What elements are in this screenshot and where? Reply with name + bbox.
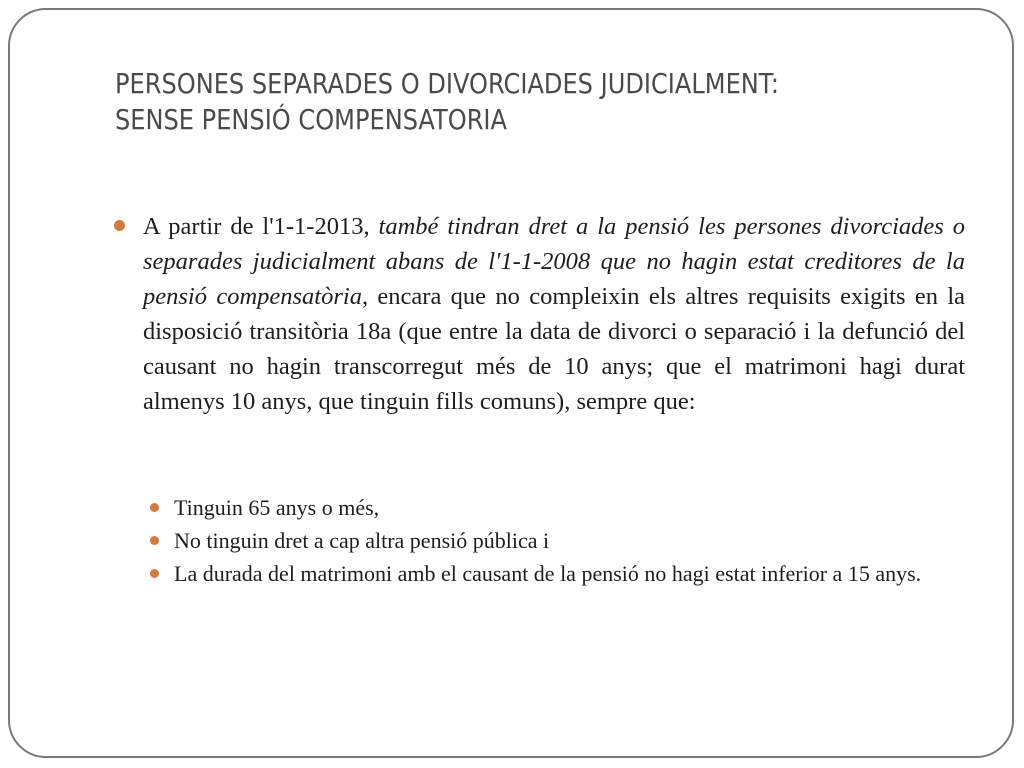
sub-bullet-list [174, 491, 974, 590]
slide-title [115, 66, 855, 138]
sub-bullet-icon [150, 569, 159, 578]
sub-bullet-item [174, 557, 964, 590]
main-bullet-text-italic: també tindran dret a la pensió les persones divorciades o separades judicialment abans de l'1-1-2008 que no hagin estat creditores de la pensió compensatòria [143, 213, 965, 310]
slide-title-line-2: SENSE PENSIÓ COMPENSATORIA [115, 103, 508, 136]
sub-bullet-icon [150, 536, 159, 545]
main-bullet-text-rest: , encara que no compleixin els altres requisits exigits en la disposició transitòria 18a (que entre la data de divorci o separació i la defunció del causant no hagin transcorregut més de 10 anys; que el matrimoni hagi durat almenys 10 anys, que tinguin fills comuns), sempre que: [143, 283, 966, 415]
sub-bullet-text: No tinguin dret a cap altra pensió pública i [174, 528, 550, 553]
main-bullet-icon [114, 220, 125, 231]
sub-bullet-item [174, 524, 974, 557]
sub-bullet-text: Tinguin 65 anys o més, [174, 495, 380, 520]
sub-bullet-text: La durada del matrimoni amb el causant de la pensió no hagi estat inferior a 15 anys. [174, 561, 922, 586]
sub-bullet-icon [150, 503, 159, 512]
slide-title-line-1: PERSONES SEPARADES O DIVORCIADES JUDICIALMENT: [115, 67, 779, 100]
sub-bullet-item [174, 491, 974, 524]
main-bullet-text-intro: A partir de l'1-1-2013, [143, 213, 379, 240]
main-bullet-text [143, 209, 965, 419]
